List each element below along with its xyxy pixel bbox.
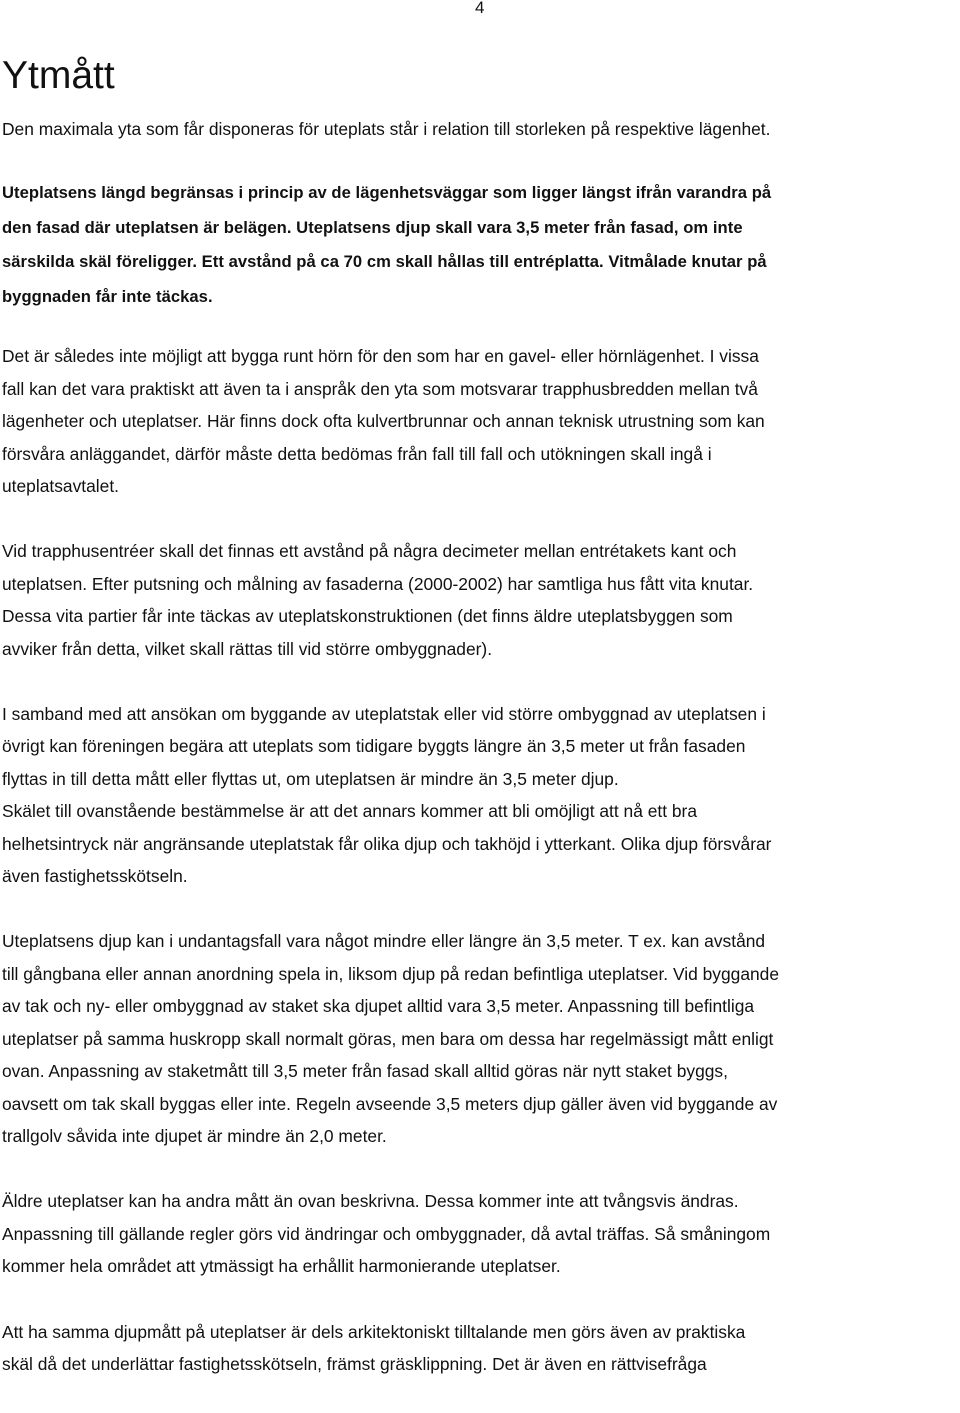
text-line: lägenheter och uteplatser. Här finns dock ofta kulvertbrunnar och annan teknisk utrustning som kan <box>2 411 765 432</box>
text-line: Anpassning till gällande regler görs vid ändringar och ombyggnader, då avtal träffas. Så småningom <box>2 1223 771 1244</box>
paragraph-uteplats-langd-djup <box>2 176 954 314</box>
text-line: trallgolv såvida inte djupet är mindre än 2,0 meter. <box>2 1125 387 1146</box>
text-line: ovan. Anpassning av staketmått till 3,5 meter från fasad skall alltid göras när nytt staket byggs, <box>2 1061 728 1082</box>
text-line: försvåra anläggandet, därför måste detta bedömas från fall till fall och utökningen skall ingå i <box>2 443 712 464</box>
paragraph-hornlagenhet <box>2 340 954 502</box>
text-line: av tak och ny- eller ombyggnad av staket ska djupet alltid vara 3,5 meter. Anpassning till befintliga <box>2 996 755 1017</box>
text-line: till gångbana eller annan anordning spela in, liksom djup på redan befintliga uteplatser. Vid byggande <box>2 963 780 984</box>
text-line: Uteplatsens djup kan i undantagsfall vara något mindre eller längre än 3,5 meter. T ex. kan avstånd <box>2 931 766 952</box>
text-line: fall kan det vara praktiskt att även ta i anspråk den yta som motsvarar trapphusbredden mellan två <box>2 378 758 399</box>
document-body <box>2 176 954 1413</box>
text-line: den fasad där uteplatsen är belägen. Uteplatsens djup skall vara 3,5 meter från fasad, om inte <box>2 217 743 237</box>
text-line: Vid trapphusentréer skall det finnas ett avstånd på några decimeter mellan entrétakets kant och <box>2 541 737 562</box>
text-line: oavsett om tak skall byggas eller inte. Regeln avseende 3,5 meters djup gäller även vid byggande av <box>2 1093 778 1114</box>
text-line: Att ha samma djupmått på uteplatser är dels arkitektoniskt tilltalande men görs även av praktiska <box>2 1321 746 1342</box>
paragraph-trapphusentreer <box>2 535 954 665</box>
text-line: Dessa vita partier får inte täckas av uteplatskonstruktionen (det finns äldre uteplatsbyggen som <box>2 606 733 627</box>
text-line: uteplatsavtalet. <box>2 476 119 496</box>
paragraph-ombyggnad <box>2 698 954 892</box>
text-line: kommer hela området att ytmässigt ha erhållit harmonierande uteplatser. <box>2 1256 561 1277</box>
paragraph-djupmatt <box>2 1316 954 1381</box>
text-line: Uteplatsens längd begränsas i princip av de lägenhetsväggar som ligger längst ifrån varandra på <box>2 183 772 202</box>
text-line: I samband med att ansökan om byggande av uteplatstak eller vid större ombyggnad av uteplatsen i <box>2 704 766 725</box>
text-line: Äldre uteplatser kan ha andra mått än ovan beskrivna. Dessa kommer inte att tvångsvis ändras. <box>2 1191 739 1212</box>
paragraph-undantagsfall <box>2 925 954 1152</box>
text-line: helhetsintryck när angränsande uteplatstak får olika djup och takhöjd i ytterkant. Olika djup försvårar <box>2 833 772 854</box>
text-line: Skälet till ovanstående bestämmelse är att det annars kommer att bli omöjligt att nå ett bra <box>2 801 698 822</box>
text-line: särskilda skäl föreligger. Ett avstånd på ca 70 cm skall hållas till entréplatta. Vitmålade knutar på <box>2 252 767 272</box>
intro-paragraph: Den maximala yta som får disponeras för uteplats står i relation till storleken på respektive lägenhet. <box>2 119 771 139</box>
text-line: uteplatsen. Efter putsning och målning av fasaderna (2000-2002) har samtliga hus fått vita knutar. <box>2 573 754 594</box>
text-line: skäl då det underlättar fastighetsskötseln, främst gräsklippning. Det är även en rättvisefråga <box>2 1353 707 1374</box>
text-line: flyttas in till detta mått eller flyttas ut, om uteplatsen är mindre än 3,5 meter djup. <box>2 768 619 789</box>
paragraph-aldre-uteplatser <box>2 1185 954 1282</box>
text-line: avviker från detta, vilket skall rättas till vid större ombyggnader). <box>2 638 493 659</box>
text-line: även fastighetsskötseln. <box>2 866 188 887</box>
text-line: byggnaden får inte täckas. <box>2 286 213 306</box>
page-title: Ytmått <box>2 54 115 97</box>
text-line: övrigt kan föreningen begära att uteplats som tidigare byggts längre än 3,5 meter ut från fasaden <box>2 736 746 757</box>
page-number: 4 <box>475 0 485 17</box>
text-line: uteplatser på samma huskropp skall normalt göras, men bara om dessa har regelmässigt mått enligt <box>2 1028 774 1049</box>
text-line: Det är således inte möjligt att bygga runt hörn för den som har en gavel- eller hörnlägenhet. I vissa <box>2 346 759 367</box>
